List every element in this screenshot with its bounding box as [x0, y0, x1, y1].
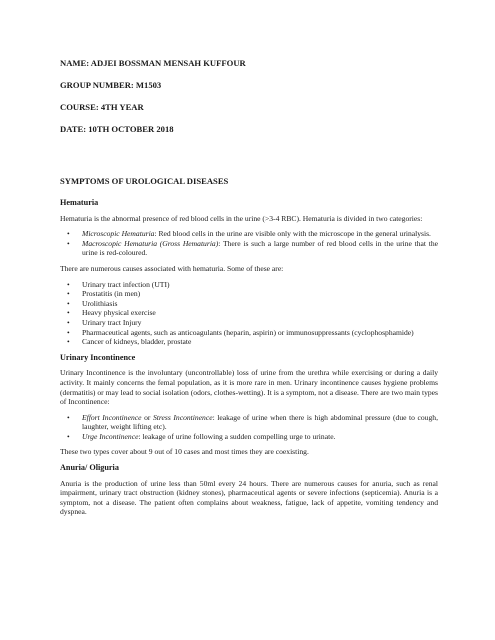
hematuria-causes-intro: There are numerous causes associated with hematuria. Some of these are:	[60, 263, 284, 273]
term: Macroscopic Hematuria (Gross Hematuria)	[82, 238, 219, 248]
incontinence-outro: These two types cover about 9 out of 10 cases and most times they are coexisting.	[60, 447, 309, 457]
incontinence-types-list	[60, 413, 438, 442]
term: Effort Incontinence	[82, 412, 142, 422]
list-item: • Urolithiasis	[60, 299, 438, 309]
anuria-heading: Anuria/ Oliguria	[60, 463, 119, 473]
term-desc: : There is such a large number of red blood cells in the urine that the urine is red-coloured.	[82, 238, 438, 258]
group-number: GROUP NUMBER: M1503	[60, 80, 162, 90]
document-title: SYMPTOMS OF UROLOGICAL DISEASES	[60, 176, 229, 186]
hematuria-intro: Hematuria is the abnormal presence of red blood cells in the urine (>3-4 RBC). Hematuria is divided in two categories:	[60, 213, 423, 223]
list-item	[60, 229, 438, 239]
list-item	[60, 432, 438, 442]
date: DATE: 10TH OCTOBER 2018	[60, 124, 174, 134]
anuria-text: Anuria is the production of urine less than 50ml every 24 hours. There are numerous causes for anuria, such as renal impairment, urinary tract obstruction (kidney stones), pharmaceutical agents or severe infections (septicemia). Anuria is a symptom, not a disease. The patient often complains about weakness, fatigue, lack of appetite, vomiting tendency and dyspnea.	[60, 478, 438, 517]
list-item	[60, 239, 438, 258]
course: COURSE: 4TH YEAR	[60, 102, 144, 112]
list-item: • Cancer of kidneys, bladder, prostate	[60, 337, 438, 347]
list-item	[60, 413, 438, 432]
hematuria-causes-list	[60, 280, 438, 347]
term: Stress Incontinence	[152, 412, 213, 422]
term-desc: : Red blood cells in the urine are visible only with the microscope in the general urinalysis.	[154, 229, 431, 239]
list-item: • Pharmaceutical agents, such as anticoagulants (heparin, aspirin) or immunosuppressants (cyclophosphamide)	[60, 328, 438, 338]
list-item: • Urinary tract Injury	[60, 318, 438, 328]
term: Urge Incontinence	[82, 431, 139, 441]
list-item: • Urinary tract infection (UTI)	[60, 280, 438, 290]
incontinence-heading: Urinary Incontinence	[60, 352, 136, 362]
term-desc: : leakage of urine when there is high abdominal pressure (due to cough, laughter, weight lifting etc).	[82, 412, 438, 432]
student-name: NAME: ADJEI BOSSMAN MENSAH KUFFOUR	[60, 58, 246, 68]
term: Microscopic Hematuria	[82, 229, 155, 239]
list-item: • Prostatitis (in men)	[60, 289, 438, 299]
incontinence-intro: Urinary Incontinence is the involuntary (uncontrollable) loss of urine from the urethra while exercising or during a daily activity. It mainly concerns the femal population, as it is more rare in men. Urinary incontinence causes hygiene problems (dermatitis) or may lead to social isolation (odors, clothes-wetting). It is a symptom, not a disease. There are two main types of Incontinence:	[60, 368, 438, 407]
document-body	[60, 198, 438, 523]
term-desc: : leakage of urine following a sudden compelling urge to urinate.	[138, 431, 336, 441]
term-connector: or	[141, 412, 153, 422]
hematuria-heading: Hematuria	[60, 198, 99, 207]
list-item: • Heavy physical exercise	[60, 308, 438, 318]
hematuria-types-list	[60, 229, 438, 258]
